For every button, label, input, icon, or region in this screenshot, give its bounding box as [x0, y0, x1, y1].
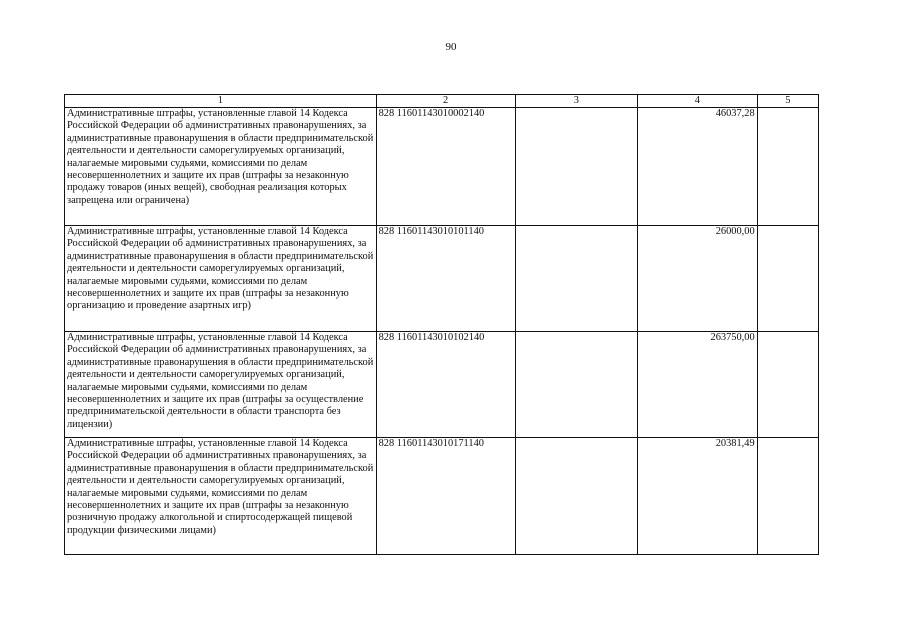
- row-code: 828 11601143010102140: [376, 332, 515, 438]
- row-code: 828 11601143010002140: [376, 108, 515, 226]
- header-row: [65, 95, 819, 108]
- row-col5: [757, 108, 818, 226]
- table-row: [65, 438, 819, 555]
- row-col3: [515, 226, 638, 332]
- row-amount: 20381,49: [638, 438, 758, 555]
- row-col3: [515, 332, 638, 438]
- row-description: Административные штрафы, установленные главой 14 Кодекса Российской Федерации об административных правонарушениях, за административные правонарушения в области предпринимательской деятельности и деятельности саморегулируемых организаций, налагаемые мировыми судьями, комиссиями по делам несовершеннолетних и защите их прав (штрафы за незаконную продажу товаров (иных вещей), свободная реализация которых запрещена или ограничена): [65, 108, 377, 226]
- header-col-4: 4: [638, 95, 758, 108]
- header-col-5: 5: [757, 95, 818, 108]
- revenue-table: [64, 94, 819, 555]
- row-col5: [757, 226, 818, 332]
- header-col-3: 3: [515, 95, 638, 108]
- table-row: [65, 226, 819, 332]
- header-col-2: 2: [376, 95, 515, 108]
- page-number: 90: [445, 41, 457, 53]
- row-description: Административные штрафы, установленные главой 14 Кодекса Российской Федерации об административных правонарушениях, за административные правонарушения в области предпринимательской деятельности и деятельности саморегулируемых организаций, налагаемые мировыми судьями, комиссиями по делам несовершеннолетних и защите их прав (штрафы за незаконную розничную продажу алкогольной и спиртосодержащей пищевой продукции физическими лицами): [65, 438, 377, 555]
- row-col3: [515, 108, 638, 226]
- row-code: 828 11601143010101140: [376, 226, 515, 332]
- table-row: [65, 332, 819, 438]
- row-amount: 26000,00: [638, 226, 758, 332]
- row-col5: [757, 332, 818, 438]
- header-col-1: 1: [65, 95, 377, 108]
- row-code: 828 11601143010171140: [376, 438, 515, 555]
- row-col3: [515, 438, 638, 555]
- table-row: [65, 108, 819, 226]
- row-col5: [757, 438, 818, 555]
- row-description: Административные штрафы, установленные главой 14 Кодекса Российской Федерации об административных правонарушениях, за административные правонарушения в области предпринимательской деятельности и деятельности саморегулируемых организаций, налагаемые мировыми судьями, комиссиями по делам несовершеннолетних и защите их прав (штрафы за незаконную организацию и проведение азартных игр): [65, 226, 377, 332]
- row-amount: 263750,00: [638, 332, 758, 438]
- row-description: Административные штрафы, установленные главой 14 Кодекса Российской Федерации об административных правонарушениях, за административные правонарушения в области предпринимательской деятельности и деятельности саморегулируемых организаций, налагаемые мировыми судьями, комиссиями по делам несовершеннолетних и защите их прав (штрафы за осуществление предпринимательской деятельности в области транспорта без лицензии): [65, 332, 377, 438]
- row-amount: 46037,28: [638, 108, 758, 226]
